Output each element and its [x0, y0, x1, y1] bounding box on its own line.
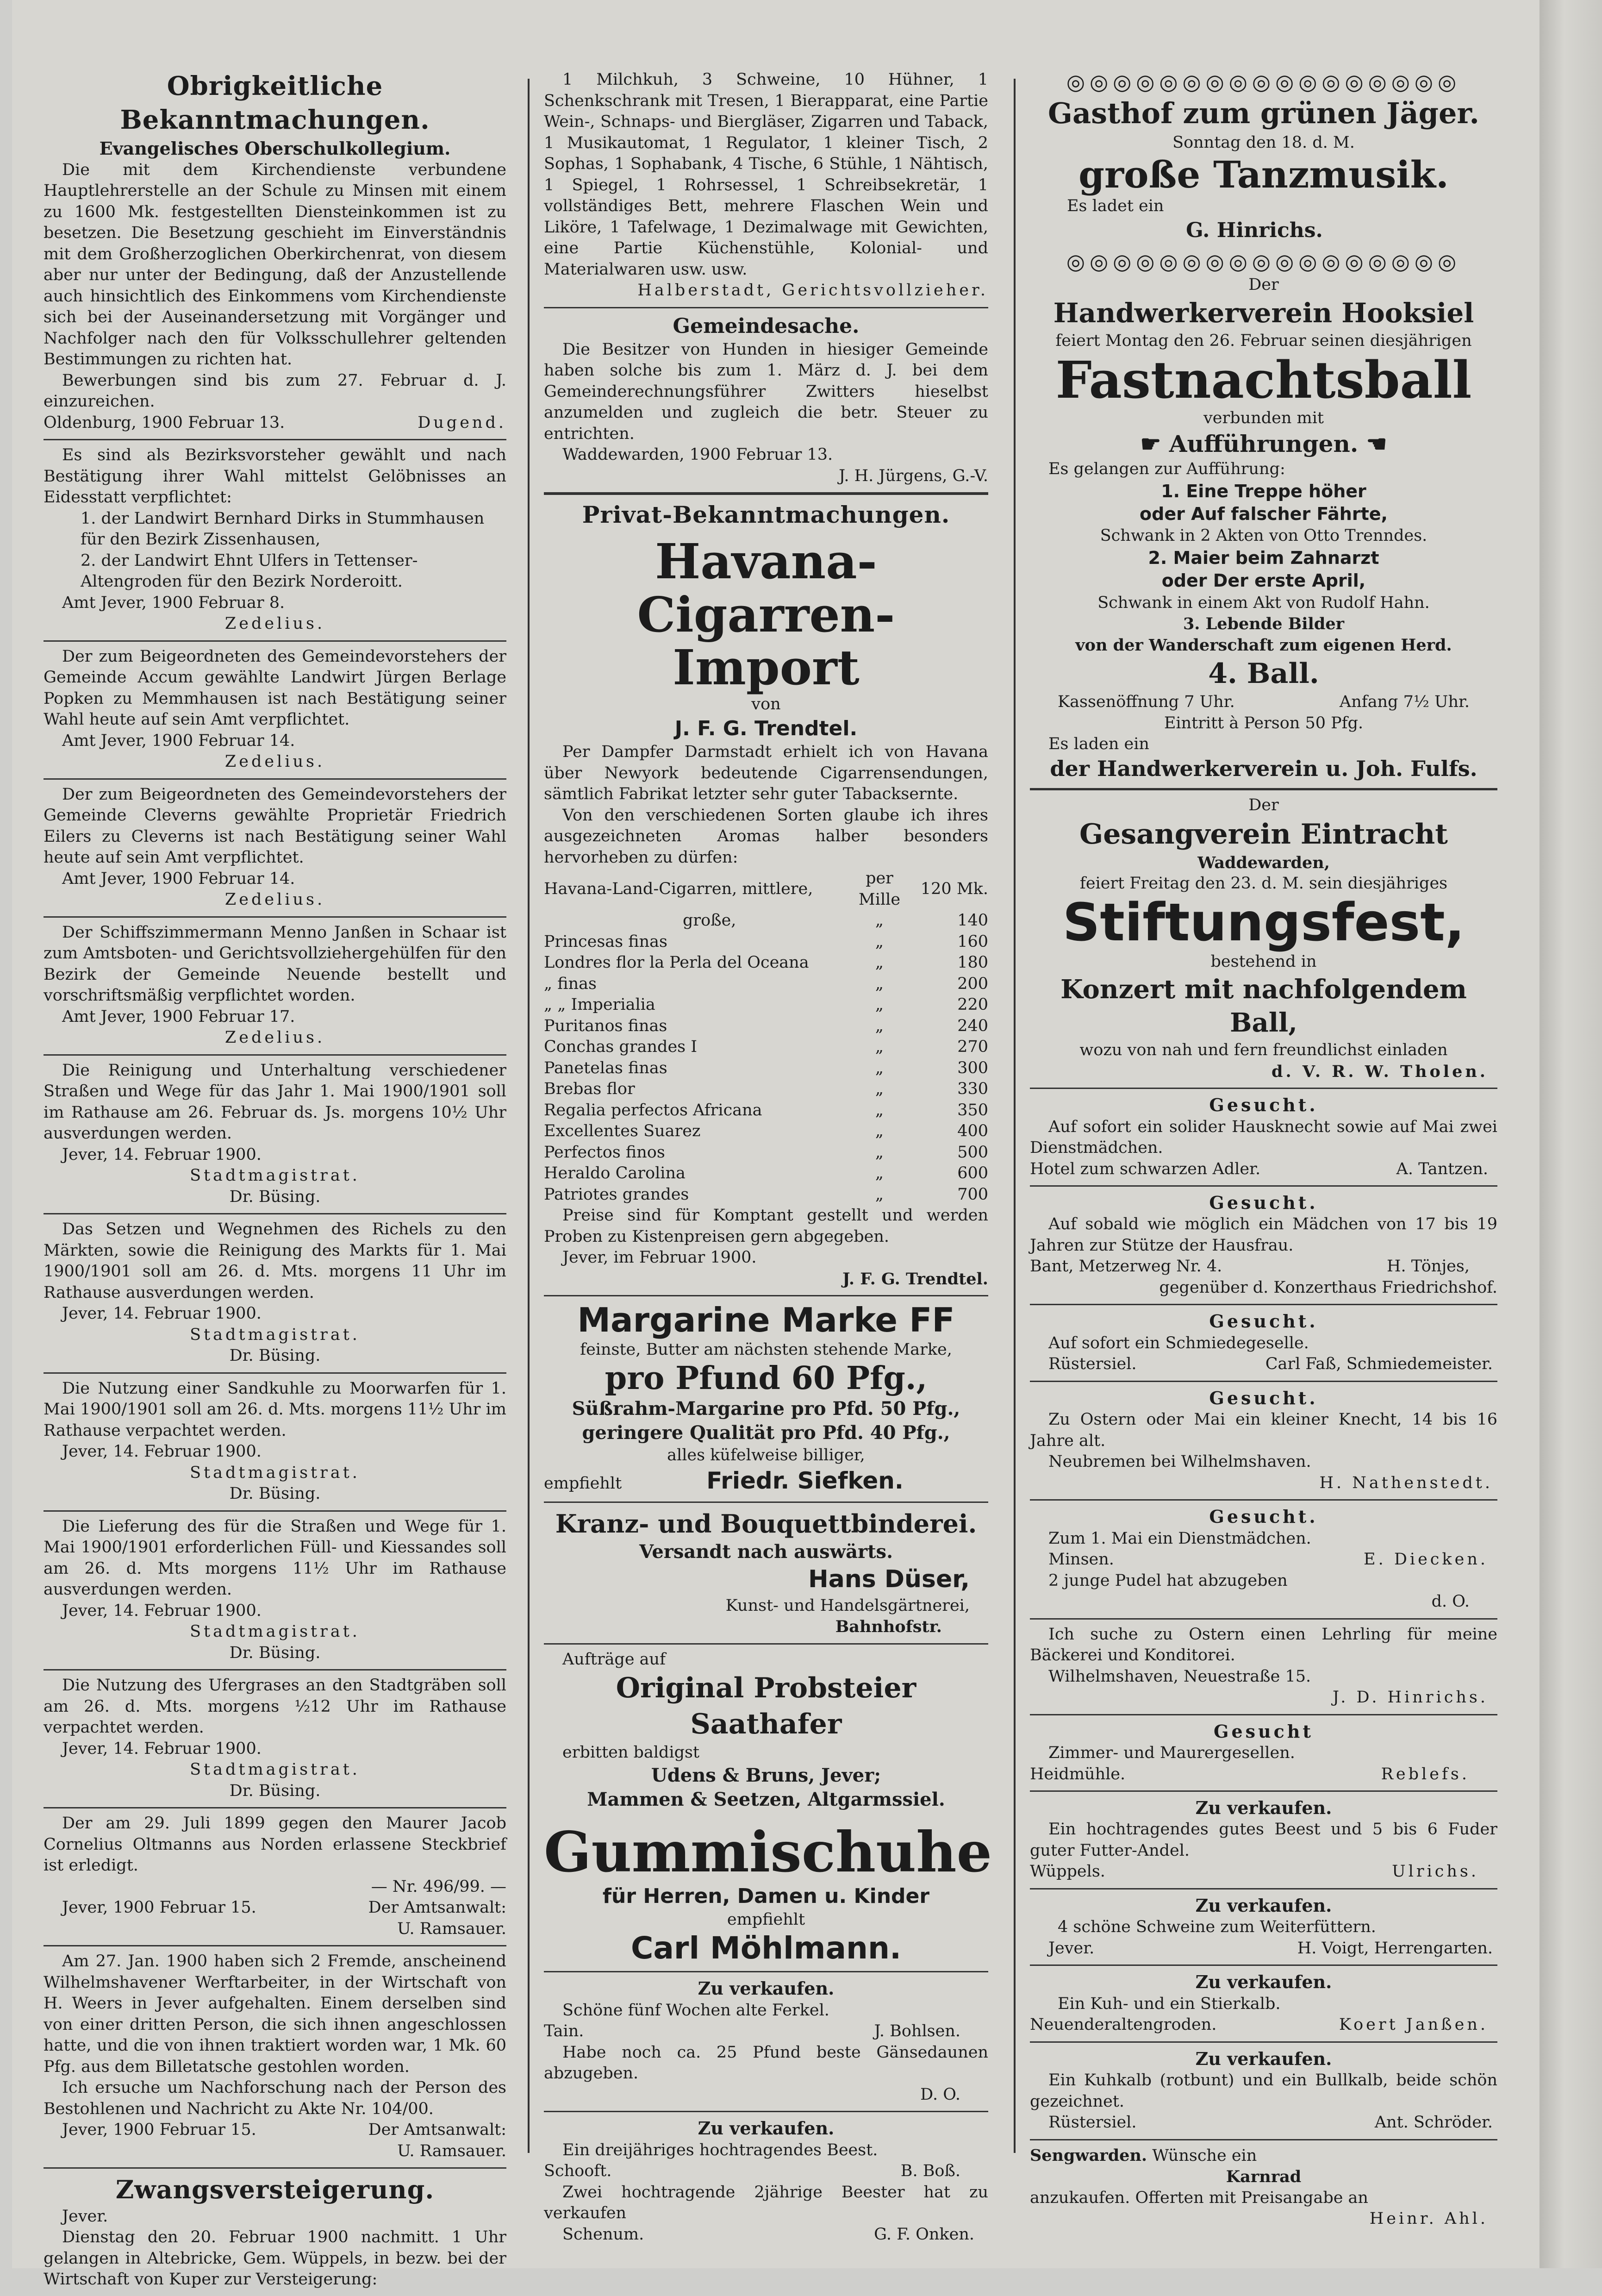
ad-text: Sonntag den 18. d. M. [1172, 133, 1355, 152]
ad-place: Hotel zum schwarzen Adler. [1030, 1159, 1261, 1178]
ad-head: Gesucht. [1209, 1506, 1318, 1527]
ad-text: Eintritt à Person 50 Pfg. [1164, 713, 1364, 732]
ad-verkaufen-2 [1030, 1888, 1497, 1964]
notice-sign: Dr. Büsing. [229, 1643, 321, 1662]
ad-sign: J. D. Hinrichs. [1332, 1688, 1488, 1707]
price-unit: „ [875, 953, 884, 972]
ad-sign: D. O. [920, 2085, 960, 2104]
ad-event: Stiftungsfest, [1062, 892, 1465, 953]
price-row [544, 1100, 988, 1121]
notice-body: Der zum Beigeordneten des Gemeindevorstehers der Gemeinde Cleverns gewählte Proprietär Friedrich Eilers zu Cleverns ist nach Bestätigung seiner Wahl heute auf sein Amt verpflichtet. [44, 785, 506, 867]
ad-head: Gesucht [1214, 1720, 1314, 1742]
ad-sub: Versandt nach auswärts. [639, 1541, 893, 1563]
ad-handwerkerverein [1030, 275, 1497, 788]
ad-perf: Aufführungen. [1169, 430, 1359, 458]
notice-place: Jever, 1900 Februar 15. [62, 2121, 256, 2140]
notice-sign: U. Ramsauer. [397, 2141, 506, 2160]
ad-head: Zu verkaufen. [1195, 2048, 1332, 2069]
notice-sign: Zedelius. [224, 890, 325, 909]
price-row [544, 974, 988, 995]
price-row [544, 910, 988, 932]
price-unit: „ [875, 1058, 884, 1077]
price-item: Regalia perfectos Africana [544, 1101, 762, 1120]
notice-kiessand [44, 1510, 506, 1670]
ad-place: Rüstersiel. [1048, 2113, 1137, 2132]
column-rule-2 [1014, 79, 1016, 2153]
ad-sign: H. Tönjes, [1386, 1257, 1470, 1276]
notice-body: Der zum Beigeordneten des Gemeindevorstehers der Gemeinde Accum gewählte Landwirt Jürgen Berlage Popken zu Memmhausen ist nach Bestätigung seiner Wahl heute auf sein Amt verpflichtet. [44, 647, 506, 729]
ad-gesucht-2 [1030, 1185, 1497, 1304]
notice-place: Jever, 14. Februar 1900. [62, 1739, 262, 1758]
ad-head: Zu verkaufen. [698, 2118, 835, 2139]
ad-sign: Koert Janßen. [1339, 2015, 1488, 2034]
notice-sign: U. Ramsauer. [397, 1919, 506, 1938]
notice-body: Der am 29. Juli 1899 gegen den Maurer Jacob Cornelius Oltmanns aus Norden erlassene Steckbrief ist erledigt. [44, 1814, 506, 1875]
ad-firm: J. F. G. Trendtel. [674, 716, 858, 740]
column-middle [544, 69, 992, 2244]
ad-text: feiert Freitag den 23. d. M. sein diesjähriges [1079, 874, 1448, 893]
ad-title: Margarine Marke FF [577, 1301, 955, 1340]
price-row [544, 1037, 988, 1058]
price-item: Puritanos finas [544, 1016, 667, 1035]
price-unit: „ [875, 932, 884, 951]
notice-place: Jever. [62, 2207, 108, 2226]
ad-program: Schwank in einem Akt von Rudolf Hahn. [1097, 593, 1430, 612]
ad-gesucht-6 [1030, 1714, 1497, 1790]
notice-sign: J. H. Jürgens, G.-V. [839, 466, 988, 485]
ad-verkaufen-1 [1030, 1790, 1497, 1888]
price-value: 200 [957, 974, 988, 993]
ad-firm: Friedr. Siefken. [706, 1467, 904, 1495]
ad-sub [1030, 429, 1497, 459]
ad-body: Zu Ostern oder Mai ein kleiner Knecht, 14 bis 16 Jahre alt. [1030, 1410, 1497, 1450]
notice-body: Bewerbungen sind bis zum 27. Februar d. J. einzureichen. [44, 371, 506, 411]
ad-place: Heidmühle. [1030, 1764, 1126, 1783]
ad-place: Schenum. [562, 2225, 644, 2244]
notice-bezirksvorsteher [44, 439, 506, 640]
notice-zwangsversteigerung [44, 2167, 506, 2296]
notice-place: Jever, 14. Februar 1900. [62, 1442, 262, 1461]
notice-sign: Der Amtsanwalt: [368, 2121, 506, 2140]
ad-program: oder Auf falscher Fährte, [1140, 503, 1388, 524]
ad-kranz [544, 1501, 988, 1643]
ad-place: Rüstersiel. [1048, 1355, 1137, 1374]
price-value: 180 [957, 953, 988, 972]
ad-title: Gasthof zum grünen Jäger. [1048, 96, 1479, 131]
ad-head: Gesucht. [1209, 1192, 1318, 1214]
ad-sub: Konzert mit nachfolgendem Ball, [1060, 974, 1467, 1039]
ad-text: Bahnhofstr. [835, 1617, 942, 1637]
ad-body: Ein hochtragendes gutes Beest und 5 bis 6 Fuder guter Futter-Andel. [1030, 1820, 1497, 1860]
ad-text: Es gelangen zur Aufführung: [1048, 460, 1285, 479]
ad-gesucht-1 [1030, 1088, 1497, 1185]
notice-sign: Stadtmagistrat. [190, 1166, 360, 1185]
ad-firm: Mammen & Seetzen, Altgarmssiel. [587, 1788, 945, 1810]
ad-body: Schöne fünf Wochen alte Ferkel. [562, 2001, 829, 2020]
price-row [544, 1058, 988, 1079]
ad-sign: gegenüber d. Konzerthaus Friedrichshof. [1159, 1278, 1497, 1297]
price-header-row [544, 868, 988, 910]
ad-saathafer [544, 1643, 988, 1817]
price-unit: „ [875, 911, 884, 930]
ad-text: alles küfelweise billiger, [667, 1445, 865, 1464]
ad-body: Wünsche ein [1152, 2146, 1257, 2165]
notice-sign: Dr. Büsing. [229, 1187, 321, 1206]
ad-head: Gesucht. [1209, 1311, 1318, 1332]
ad-place: Schooft. [544, 2162, 612, 2181]
price-unit: „ [875, 1185, 884, 1204]
notice-body: Der Schiffszimmermann Menno Janßen in Schaar ist zum Amtsboten- und Gerichtsvollziehergehülfen für den Bezirk der Gemeinde Neuende bestellt und vorschriftsmäßig verpflichtet worden. [44, 923, 506, 1005]
ad-sign: Heinr. Ahl. [1369, 2209, 1488, 2228]
ad-title: Gesangverein Eintracht [1079, 818, 1448, 851]
ad-karnrad [1030, 2139, 1497, 2235]
ad-gesucht-3 [1030, 1304, 1497, 1380]
notice-diebstahl [44, 1945, 506, 2167]
price-unit: per Mille [858, 869, 901, 909]
notice-item: 2. der Landwirt Ehnt Ulfers in Tettenser-Altengroden für den Bezirk Norderoitt. [81, 551, 418, 591]
price-value: 330 [957, 1080, 988, 1099]
notice-body: Ich ersuche um Nachforschung nach der Person des Bestohlenen und Nachricht zu Akte Nr. 104/00. [44, 2078, 506, 2118]
ornament-border: ◎◎◎◎◎◎◎◎◎◎◎◎◎◎◎◎◎ [1066, 69, 1461, 94]
ad-text: bestehend in [1210, 952, 1317, 971]
ad-place: Neuenderaltengroden. [1030, 2015, 1217, 2034]
notice-sign: Halberstadt, Gerichtsvollzieher. [637, 281, 988, 300]
ad-title: Handwerkerverein Hooksiel [1053, 297, 1474, 329]
notice-sign: Zedelius. [224, 1028, 325, 1047]
notice-place: Jever, 1900 Februar 15. [62, 1898, 256, 1917]
section-private [544, 492, 988, 535]
ad-sign: A. Tantzen. [1396, 1159, 1488, 1178]
notice-place: Amt Jever, 1900 Februar 14. [62, 731, 295, 750]
price-value: 400 [957, 1122, 988, 1141]
notice-body: Die Nutzung einer Sandkuhle zu Moorwarfen für 1. Mai 1900/1901 soll am 26. d. Mts. morgens 11½ Uhr im Rathause verpachtet werden. [44, 1379, 506, 1440]
column-rule-1 [528, 79, 530, 2153]
ad-title: Original Probsteier Saathafer [616, 1672, 916, 1741]
notice-gemeindesache [544, 307, 988, 493]
pointing-hand-icon: ☚ [1358, 430, 1387, 458]
page-edge [1540, 0, 1602, 2268]
ad-sign: E. Diecken. [1364, 1550, 1488, 1569]
ad-body: Auf sofort ein Schmiedegeselle. [1048, 1333, 1309, 1352]
notice-sign: Stadtmagistrat. [190, 1760, 360, 1779]
ad-firm: Udens & Bruns, Jever; [651, 1764, 881, 1786]
ad-body: Per Dampfer Darmstadt erhielt ich von Havana über Newyork bedeutende Cigarrensendungen, sämtlich Fabrikat letzter sehr guter Tabacksernte. [544, 743, 988, 804]
ad-body: Auf sofort ein solider Hausknecht sowie auf Mai zwei Dienstmädchen. [1030, 1117, 1497, 1157]
ad-gesucht-4 [1030, 1381, 1497, 1499]
price-item: Princesas finas [544, 932, 667, 951]
notice-inventory [544, 69, 988, 307]
notice-sign: Stadtmagistrat. [190, 1622, 360, 1641]
ad-lehrling [1030, 1618, 1497, 1714]
notice-body: 1 Milchkuh, 3 Schweine, 10 Hühner, 1 Schenkschrank mit Tresen, 1 Bierapparat, eine Partie Wein-, Schnaps- und Biergläser, Zigarren und Taback, 1 Musikautomat, 1 Regulator, 1 kleiner Tisch, 2 Sophas, 1 Sophabank, 4 Tische, 6 Stühle, 1 Nähtisch, 1 Spiegel, 1 Rohrsessel, 1 Schreibsekretär, 1 vollständiges Bett, mehrere Flaschen Wein und Liköre, 1 Tafelwage, 1 Dezimalwage mit Gewichten, eine Partie Küchenstühle, Kolonial- und Materialwaren usw. usw. [544, 70, 988, 279]
price-unit: „ [875, 1101, 884, 1120]
ad-program: Schwank in 2 Akten von Otto Trenndes. [1100, 526, 1427, 545]
price-value: 350 [957, 1101, 988, 1120]
notice-sign: Dr. Büsing. [229, 1346, 321, 1365]
price-row [544, 1016, 988, 1037]
ad-sale-beest [544, 2111, 988, 2251]
ad-havana [544, 535, 988, 1295]
price-item: Excellentes Suarez [544, 1122, 701, 1141]
ad-body: Ein Kuh- und ein Stierkalb. [1058, 1994, 1281, 2013]
ad-text: verbunden mit [1203, 408, 1324, 427]
ad-price: pro Pfund 60 Pfg., [605, 1360, 928, 1397]
ad-text: Es laden ein [1048, 735, 1149, 754]
ad-title: Gummischuhe [544, 1819, 992, 1885]
notice-richel [44, 1213, 506, 1372]
ad-gruener-jaeger [1030, 95, 1497, 249]
ad-firm: Hans Düser, [808, 1565, 970, 1594]
notice-sign: Stadtmagistrat. [190, 1463, 360, 1482]
ad-place: Minsen. [1048, 1550, 1114, 1569]
notice-ufergras [44, 1669, 506, 1807]
ad-head: Zu verkaufen. [1195, 1971, 1332, 1993]
price-row [544, 932, 988, 953]
price-item: „ finas [544, 974, 597, 993]
ad-text: Der [1248, 796, 1279, 815]
notice-sign: Zedelius. [224, 614, 325, 633]
notice-cleverns [44, 778, 506, 916]
ad-head: Zu verkaufen. [1195, 1895, 1332, 1916]
ad-text: von [751, 695, 781, 714]
ad-text: feinste, Butter am nächsten stehende Marke, [580, 1340, 952, 1359]
ad-text: Der [1248, 275, 1279, 294]
ad-sign: G. F. Onken. [874, 2225, 974, 2244]
price-unit: „ [875, 1016, 884, 1035]
notice-body: Die Besitzer von Hunden in hiesiger Gemeinde haben solche bis zum 1. März d. J. bei dem Gemeinderechnungsführer Zwitters hieselbst anzumelden und zugleich die betr. Steuer zu entrichten. [544, 340, 988, 443]
ad-sub: für Herren, Damen u. Kinder [602, 1884, 930, 1908]
ad-body: Von den verschiedenen Sorten glaube ich ihres ausgezeichneten Aromas halber besonders hervorheben zu dürfen: [544, 806, 988, 867]
ad-text: feiert Montag den 26. Februar seinen diesjährigen [1055, 332, 1472, 350]
ad-program: 2. Maier beim Zahnarzt [1148, 547, 1379, 568]
price-unit: „ [875, 974, 884, 993]
notice-sign: Der Amtsanwalt: [368, 1898, 506, 1917]
notice-accum [44, 640, 506, 778]
price-row [544, 1163, 988, 1184]
price-item: Londres flor la Perla del Oceana [544, 953, 809, 972]
ad-body: Auf sobald wie möglich ein Mädchen von 17 bis 19 Jahren zur Stütze der Hausfrau. [1030, 1215, 1497, 1255]
ad-text: empfiehlt [727, 1910, 805, 1929]
ad-sign: H. Voigt, Herrengarten. [1297, 1939, 1493, 1958]
ad-place: Jever, im Februar 1900. [562, 1248, 757, 1267]
ad-text: Waddewarden, [1197, 853, 1330, 872]
ad-body: Ein dreijähriges hochtragendes Beest. [562, 2140, 878, 2159]
price-value: 240 [957, 1016, 988, 1035]
ad-text: erbitten baldigst [562, 1743, 700, 1762]
price-value: 220 [957, 995, 988, 1014]
ad-head: Gesucht. [1209, 1387, 1318, 1408]
notice-place: Oldenburg, 1900 Februar 13. [44, 413, 285, 432]
price-item: große, [683, 911, 736, 930]
ad-head: Zu verkaufen. [698, 1978, 835, 1999]
price-value: 300 [957, 1058, 988, 1077]
ad-line: geringere Qualität pro Pfd. 40 Pfg., [582, 1421, 950, 1444]
notice-sign: Zedelius. [224, 752, 325, 771]
notice-place: Jever, 14. Februar 1900. [62, 1304, 262, 1323]
ad-text: Kunst- und Handelsgärtnerei, [725, 1596, 970, 1615]
notice-head: Evangelisches Oberschulkollegium. [99, 138, 451, 159]
price-value: 140 [957, 911, 988, 930]
ad-body: Zum 1. Mai ein Dienstmädchen. [1048, 1529, 1311, 1548]
ad-place: Tain. [544, 2022, 584, 2041]
ad-program: 3. Lebende Bilder [1183, 614, 1345, 634]
ad-verkaufen-4 [1030, 2041, 1497, 2139]
ad-program: von der Wanderschaft zum eigenen Herd. [1075, 635, 1452, 655]
ad-gesucht-5 [1030, 1499, 1497, 1618]
notice-head: Zwangsversteigerung. [115, 2175, 435, 2205]
notice-body: Die Lieferung des für die Straßen und Wege für 1. Mai 1900/1901 erforderlichen Füll- und Kiessandes soll am 26. d. Mts morgens 11½ Uhr im Rathause ausverdungen werden. [44, 1517, 506, 1599]
ad-line: Süßrahm-Margarine pro Pfd. 50 Pfg., [572, 1397, 960, 1420]
notice-place: Jever, 14. Februar 1900. [62, 1601, 262, 1620]
notice-body: Das Setzen und Wegnehmen des Richels zu den Märkten, sowie die Reinigung des Markts für 1. Mai 1900/1901 soll am 26. d. Mts. morgens 11 Uhr im Rathause ausverdungen werden. [44, 1220, 506, 1302]
price-value: 600 [957, 1164, 988, 1183]
pointing-hand-icon: ☛ [1140, 430, 1169, 458]
price-row [544, 1121, 988, 1142]
notice-body: Die mit dem Kirchendienste verbundene Hauptlehrerstelle an der Schule zu Minsen mit einem zu 1600 Mk. festgestellten Diensteinkommen ist zu besetzen. Die Besetzung geschieht im Einverständnis mit dem Großherzoglichen Oberkirchenrat, von diesem aber nur unter der Bedingung, daß der Anzustellende auch hinsichtlich des Einkommens vom Kirchendienste sich bei der Auseinandersetzung mit Vorgänger und Nachfolger nach den für Volksschullehrer geltenden Bestimmungen zu richten hat. [44, 160, 506, 369]
notice-reinigung [44, 1054, 506, 1214]
price-item: Perfectos finos [544, 1143, 665, 1162]
ad-gummischuhe [544, 1817, 992, 1971]
ad-item: Karnrad [1226, 2167, 1302, 2187]
ad-head: Zu verkaufen. [1195, 1797, 1332, 1819]
ad-footer: Preise sind für Komptant gestellt und werden Proben zu Kistenpreisen gern abgegeben. [544, 1206, 988, 1246]
price-unit: „ [875, 995, 884, 1014]
notice-body: Am 27. Jan. 1900 haben sich 2 Fremde, anscheinend Wilhelmshavener Werftarbeiter, in der Wirtschaft von H. Weers in Jever aufgehalten. Einem derselben sind von einer dritten Person, die sich ihnen angeschlossen hatte, und die von ihnen traktiert worden war, 1 Mk. 60 Pfg. aus dem Billetatsche gestohlen worden. [44, 1952, 506, 2076]
price-unit: „ [875, 1122, 884, 1141]
notice-ref: — Nr. 496/99. — [371, 1877, 506, 1896]
notice-body: Die Reinigung und Unterhaltung verschiedener Straßen und Wege für das Jahr 1. Mai 1900/1901 soll im Rathause am 26. Februar ds. Js. morgens 10½ Uhr ausverdungen werden. [44, 1061, 506, 1143]
ad-head: Gesucht. [1209, 1095, 1318, 1116]
ad-sign: Ulrichs. [1392, 1862, 1479, 1881]
notice-place: Waddewarden, 1900 Februar 13. [562, 445, 833, 464]
cigar-price-table [544, 868, 988, 1205]
notice-body: Die Nutzung des Ufergrases an den Stadtgräben soll am 26. d. Mts. morgens ½12 Uhr im Rathause verpachtet werden. [44, 1676, 506, 1737]
ad-body: anzukaufen. Offerten mit Preisangabe an [1030, 2188, 1368, 2207]
ad-text: Anfang 7½ Uhr. [1339, 693, 1470, 712]
ad-firm: Carl Möhlmann. [630, 1930, 902, 1966]
ornament-border: ◎◎◎◎◎◎◎◎◎◎◎◎◎◎◎◎◎ [1066, 249, 1461, 274]
notice-body: Es sind als Bezirksvorsteher gewählt und nach Bestätigung ihrer Wahl mittelst Gelöbnisses an Eidesstatt verpflichtet: [44, 446, 506, 507]
notice-place: Amt Jever, 1900 Februar 17. [62, 1007, 295, 1026]
notice-head: Gemeindesache. [673, 314, 860, 338]
ad-sign: Ant. Schröder. [1374, 2113, 1493, 2132]
notice-place: Amt Jever, 1900 Februar 8. [62, 593, 285, 612]
notice-place: Jever, 14. Februar 1900. [62, 1145, 262, 1164]
ad-body: Ich suche zu Ostern einen Lehrling für meine Bäckerei und Konditorei. [1030, 1625, 1497, 1665]
notice-oberschulkollegium [44, 137, 506, 439]
notice-sign: Dr. Büsing. [229, 1781, 321, 1800]
ad-body: Habe noch ca. 25 Pfund beste Gänsedaunen abzugeben. [544, 2043, 988, 2083]
ad-program: oder Der erste April, [1161, 570, 1366, 591]
notice-sign: Dugend. [418, 413, 506, 432]
ad-sign: J. F. G. Trendtel. [842, 1269, 988, 1289]
notice-place: Amt Jever, 1900 Februar 14. [62, 869, 295, 888]
ad-event: große Tanzmusik. [1078, 153, 1449, 197]
ad-place: Neubremen bei Wilhelmshaven. [1048, 1452, 1311, 1471]
notice-steckbrief [44, 1807, 506, 1945]
price-value: 160 [957, 932, 988, 951]
price-unit: „ [875, 1038, 884, 1057]
ad-body: Ein Kuhkalb (rotbunt) und ein Bullkalb, beide schön gezeichnet. [1030, 2071, 1497, 2111]
price-item: Patriotes grandes [544, 1185, 689, 1204]
ad-text: wozu von nah und fern freundlichst einladen [1079, 1041, 1448, 1060]
price-row [544, 995, 988, 1016]
notice-body: Dienstag den 20. Februar 1900 nachmitt. 1 Uhr gelangen in Altebricke, Gem. Wüppels, in bezw. bei der Wirtschaft von Kuper zur Versteigerung: [44, 2228, 506, 2289]
price-item: Heraldo Carolina [544, 1164, 686, 1183]
ad-program: 1. Eine Treppe höher [1161, 481, 1366, 501]
ad-place: Wüppels. [1030, 1862, 1105, 1881]
ad-text: Aufträge auf [562, 1650, 666, 1669]
ad-program: 4. Ball. [1208, 657, 1319, 690]
price-item: Havana-Land-Cigarren, mittlere, [544, 879, 813, 898]
ad-text: Kassenöffnung 7 Uhr. [1058, 693, 1235, 712]
ad-sign: der Handwerkerverein u. Joh. Fulfs. [1050, 756, 1477, 781]
notice-sign: Stadtmagistrat. [190, 1325, 360, 1344]
price-row [544, 952, 988, 974]
price-row [544, 1079, 988, 1100]
ad-body: Zimmer- und Maurergesellen. [1048, 1744, 1295, 1763]
ad-body: 4 schöne Schweine zum Weiterfüttern. [1058, 1918, 1376, 1937]
ad-margarine [544, 1295, 988, 1501]
notice-item: 1. der Landwirt Bernhard Dirks in Stummhausen für den Bezirk Zissenhausen, [81, 509, 485, 549]
ad-sign: d. O. [1431, 1592, 1470, 1611]
ad-sign: H. Nathenstedt. [1319, 1473, 1493, 1492]
column-right-ads [1030, 69, 1497, 2228]
ad-text: empfiehlt [544, 1474, 622, 1493]
price-row [544, 1184, 988, 1206]
price-item: Brebas flor [544, 1080, 635, 1099]
ad-place: Jever. [1048, 1939, 1095, 1958]
price-unit: „ [875, 1143, 884, 1162]
price-unit: „ [875, 1164, 884, 1183]
ad-place: Bant, Metzerweg Nr. 4. [1030, 1257, 1222, 1276]
ad-title: Kranz- und Bouquettbinderei. [555, 1509, 977, 1539]
price-value: 270 [957, 1038, 988, 1057]
column-official-notices [44, 69, 506, 2289]
ad-body: 2 junge Pudel hat abzugeben [1048, 1571, 1288, 1590]
ad-event: Fastnachtsball [1055, 350, 1472, 410]
ad-place: Sengwarden. [1030, 2146, 1147, 2165]
ad-body: Zwei hochtragende 2jährige Beester hat zu verkaufen [544, 2183, 988, 2223]
ad-title: Havana-Cigarren-Import [637, 533, 895, 696]
ad-sign: G. Hinrichs. [1186, 218, 1323, 242]
price-value: 700 [957, 1185, 988, 1204]
price-item: Conchas grandes I [544, 1038, 698, 1057]
price-value: 500 [957, 1143, 988, 1162]
ad-sign: d. V. R. W. Tholen. [1272, 1062, 1488, 1081]
notice-sign: Dr. Büsing. [229, 1484, 321, 1503]
notice-sandkuhle [44, 1372, 506, 1510]
ad-sign: J. Bohlsen. [874, 2022, 960, 2041]
ad-sign: B. Boß. [900, 2162, 960, 2181]
notice-schaar [44, 916, 506, 1054]
ad-verkaufen-3 [1030, 1964, 1497, 2041]
price-row [544, 1142, 988, 1164]
price-item: „ „ Imperialia [544, 995, 655, 1014]
ad-place: Wilhelmshaven, Neuestraße 15. [1048, 1667, 1311, 1686]
ad-sale-ferkel [544, 1971, 988, 2111]
ad-sign: Carl Faß, Schmiedemeister. [1265, 1355, 1493, 1374]
ad-text: Es ladet ein [1067, 197, 1164, 216]
price-item: Panetelas finas [544, 1058, 667, 1077]
ad-sign: Reblefs. [1381, 1764, 1470, 1783]
section-title-official: Obrigkeitliche Bekanntmachungen. [120, 71, 430, 135]
price-value: 120 Mk. [920, 879, 988, 898]
section-title-private: Privat-Bekanntmachungen. [582, 501, 950, 529]
ad-gesangverein [1030, 788, 1497, 1088]
price-unit: „ [875, 1080, 884, 1099]
